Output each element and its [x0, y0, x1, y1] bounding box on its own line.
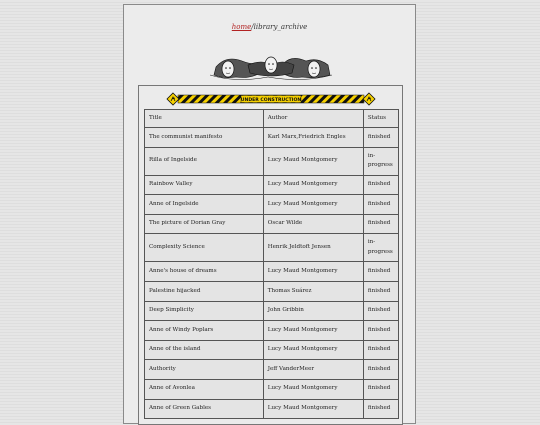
table-header-row	[145, 110, 399, 128]
cell-title: Rainbow Valley	[145, 175, 264, 195]
cell-status: finished	[363, 195, 398, 215]
cell-author: Jeff VanderMeer	[263, 360, 363, 380]
cell-author: Lucy Maud Montgomery	[263, 262, 363, 282]
cell-title: The picture of Dorian Gray	[145, 214, 264, 234]
table-row	[145, 128, 399, 148]
cell-author: Henrik Jeldtoft Jensen	[263, 234, 363, 262]
table-row	[145, 262, 399, 282]
cell-status: finished	[363, 399, 398, 419]
cell-author: Lucy Maud Montgomery	[263, 321, 363, 341]
header-author: Author	[263, 110, 363, 128]
cell-status: in-progress	[363, 234, 398, 262]
table-row	[145, 147, 399, 175]
cell-author: Karl Marx,Friedrich Engles	[263, 128, 363, 148]
cell-status: finished	[363, 175, 398, 195]
breadcrumb-home-link[interactable]: home	[231, 23, 252, 31]
table-row	[145, 379, 399, 399]
cell-title: The communist manifesto	[145, 128, 264, 148]
header-status: Status	[363, 110, 398, 128]
table-row	[145, 234, 399, 262]
table-row	[145, 175, 399, 195]
cell-title: Anne's house of dreams	[145, 262, 264, 282]
cell-title: Anne of the island	[145, 340, 264, 360]
cell-author: Lucy Maud Montgomery	[263, 195, 363, 215]
cell-title: Anne of Ingelside	[145, 195, 264, 215]
cell-author: Thomas Suárez	[263, 281, 363, 301]
library-table	[144, 109, 399, 419]
cell-author: Lucy Maud Montgomery	[263, 379, 363, 399]
table-row	[145, 195, 399, 215]
cell-author: Lucy Maud Montgomery	[263, 175, 363, 195]
cell-status: finished	[363, 379, 398, 399]
table-row	[145, 281, 399, 301]
cell-title: Anne of Windy Poplars	[145, 321, 264, 341]
cell-title: Authority	[145, 360, 264, 380]
cell-title: Anne of Avonlea	[145, 379, 264, 399]
library-table-body	[145, 110, 399, 419]
cell-author: Lucy Maud Montgomery	[263, 340, 363, 360]
table-row	[145, 214, 399, 234]
under-construction-label: UNDER CONSTRUCTION	[240, 98, 302, 104]
cell-status: finished	[363, 262, 398, 282]
construction-worker-sign-left-icon	[167, 93, 179, 105]
cell-title: Rilla of Ingelside	[145, 147, 264, 175]
cell-title: Deep Simplicity	[145, 301, 264, 321]
cell-author: John Gribbin	[263, 301, 363, 321]
content-panel	[123, 4, 416, 424]
under-construction-banner	[166, 92, 376, 106]
cell-status: finished	[363, 281, 398, 301]
cell-title: Palestine hijacked	[145, 281, 264, 301]
cell-title: Complexity Science	[145, 234, 264, 262]
cell-status: finished	[363, 128, 398, 148]
cell-author: Lucy Maud Montgomery	[263, 147, 363, 175]
cell-status: in-progress	[363, 147, 398, 175]
table-row	[145, 321, 399, 341]
cell-status: finished	[363, 214, 398, 234]
table-row	[145, 340, 399, 360]
cell-title: Anne of Green Gables	[145, 399, 264, 419]
cell-status: finished	[363, 301, 398, 321]
cell-status: finished	[363, 340, 398, 360]
breadcrumb	[124, 23, 415, 31]
table-row	[145, 399, 399, 419]
table-row	[145, 301, 399, 321]
table-row	[145, 360, 399, 380]
cell-author: Oscar Wilde	[263, 214, 363, 234]
cell-status: finished	[363, 360, 398, 380]
construction-worker-sign-right-icon	[363, 93, 375, 105]
breadcrumb-path: /library_archive	[251, 23, 308, 31]
cell-author: Lucy Maud Montgomery	[263, 399, 363, 419]
three-faces-banner-illustration	[206, 49, 336, 85]
library-frame	[138, 85, 403, 425]
header-title: Title	[145, 110, 264, 128]
cell-status: finished	[363, 321, 398, 341]
